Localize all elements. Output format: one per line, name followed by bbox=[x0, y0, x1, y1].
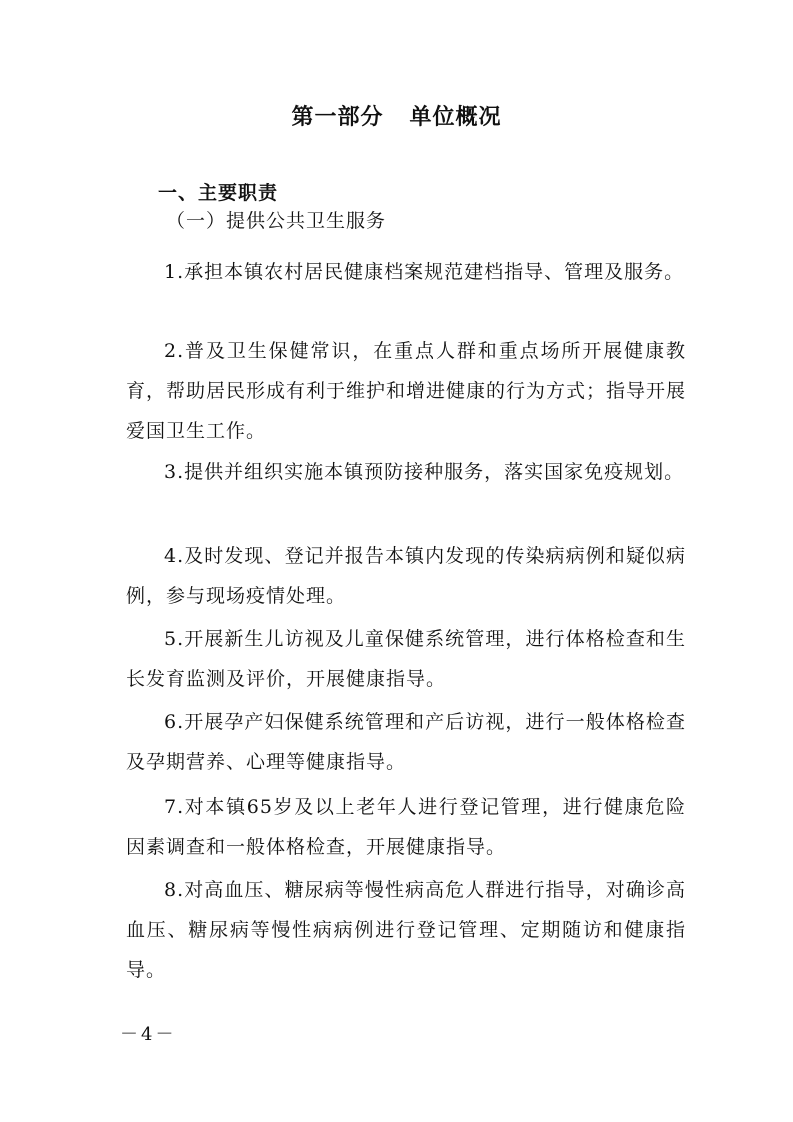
section-heading: 一、主要职责 bbox=[158, 182, 279, 204]
page-title bbox=[0, 100, 793, 131]
title-part-1: 第一部分 bbox=[291, 105, 384, 130]
page-number: －4－ bbox=[120, 1024, 177, 1045]
paragraph-3: 3.提供并组织实施本镇预防接种服务，落实国家免疫规划。 bbox=[164, 461, 685, 483]
paragraph-6: 6.开展孕产妇保健系统管理和产后访视，进行一般体格检查及孕期营养、心理等健康指导。 bbox=[126, 711, 686, 773]
paragraph-2: 2.普及卫生保健常识，在重点人群和重点场所开展健康教育，帮助居民形成有利于维护和增进健康的行为方式；指导开展爱国卫生工作。 bbox=[126, 340, 687, 442]
subsection-heading: （一）提供公共卫生服务 bbox=[166, 210, 387, 232]
paragraph-4: 4.及时发现、登记并报告本镇内发现的传染病病例和疑似病例，参与现场疫情处理。 bbox=[126, 545, 686, 607]
title-part-2: 单位概况 bbox=[409, 105, 502, 130]
paragraph-1: 1.承担本镇农村居民健康档案规范建档指导、管理及服务。 bbox=[164, 261, 685, 283]
paragraph-5: 5.开展新生儿访视及儿童保健系统管理，进行体格检查和生长发育监测及评价，开展健康指导。 bbox=[126, 628, 686, 690]
paragraph-7: 7.对本镇65岁及以上老年人进行登记管理，进行健康危险因素调查和一般体格检查，开展健康指导。 bbox=[126, 796, 686, 858]
paragraph-8: 8.对高血压、糖尿病等慢性病高危人群进行指导，对确诊高血压、糖尿病等慢性病病例进行登记管理、定期随访和健康指导。 bbox=[126, 879, 686, 981]
